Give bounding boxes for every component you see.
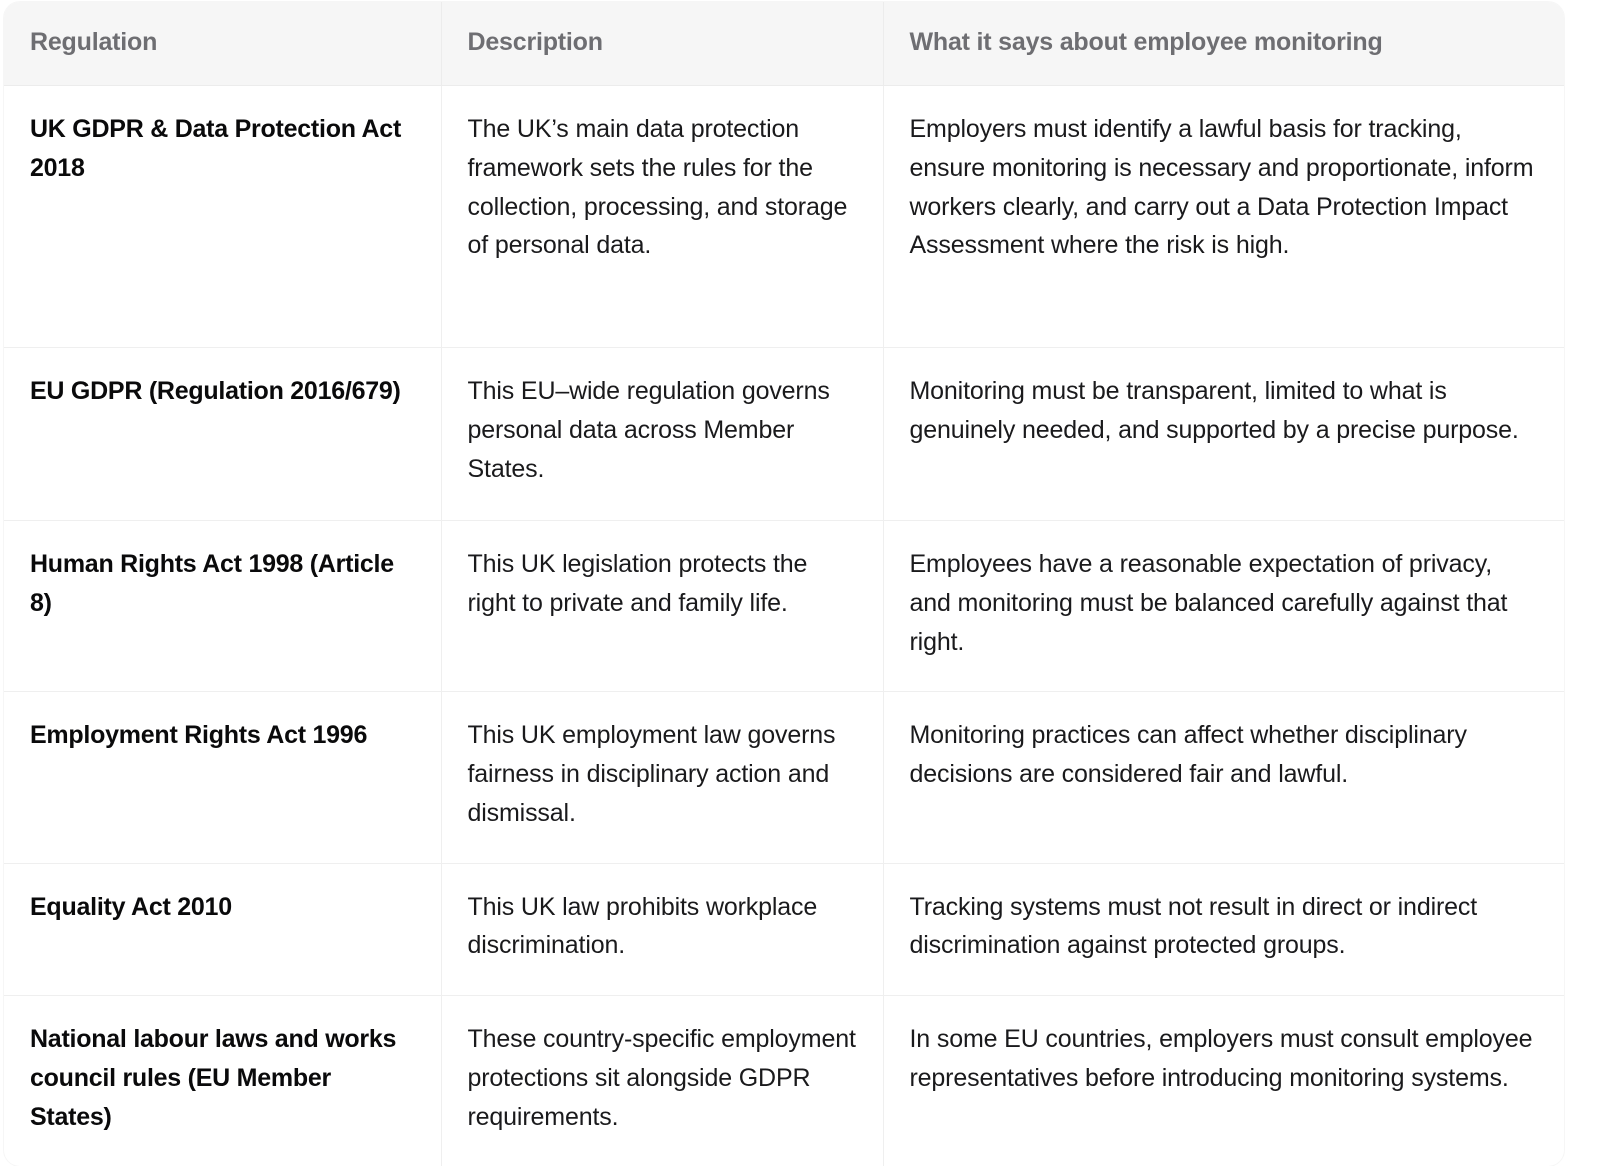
table-row — [4, 521, 1564, 692]
cell-description: This UK legislation protects the right to private and family life. — [441, 521, 883, 692]
cell-regulation: UK GDPR & Data Protection Act 2018 — [4, 86, 441, 348]
cell-description: This EU–wide regulation governs personal data across Member States. — [441, 348, 883, 521]
table-row — [4, 348, 1564, 521]
cell-monitoring: Employers must identify a lawful basis for tracking, ensure monitoring is necessary and proportionate, inform workers clearly, and carry out a Data Protection Impact Assessment where the risk is high. — [883, 86, 1564, 348]
regulations-table-container — [4, 2, 1564, 1166]
cell-monitoring: Tracking systems must not result in direct or indirect discrimination against protected groups. — [883, 863, 1564, 996]
cell-monitoring: In some EU countries, employers must consult employee representatives before introducing monitoring systems. — [883, 996, 1564, 1166]
cell-monitoring: Employees have a reasonable expectation of privacy, and monitoring must be balanced carefully against that right. — [883, 521, 1564, 692]
cell-regulation: Equality Act 2010 — [4, 863, 441, 996]
cell-regulation: Human Rights Act 1998 (Article 8) — [4, 521, 441, 692]
cell-description: This UK employment law governs fairness in disciplinary action and dismissal. — [441, 692, 883, 863]
table-header-row — [4, 2, 1564, 86]
column-header-monitoring: What it says about employee monitoring — [883, 2, 1564, 86]
cell-description: This UK law prohibits workplace discrimination. — [441, 863, 883, 996]
table-body — [4, 86, 1564, 1166]
table-row — [4, 996, 1564, 1166]
cell-regulation: EU GDPR (Regulation 2016/679) — [4, 348, 441, 521]
table-row — [4, 863, 1564, 996]
cell-regulation: National labour laws and works council rules (EU Member States) — [4, 996, 441, 1166]
table-row — [4, 692, 1564, 863]
column-header-description: Description — [441, 2, 883, 86]
cell-description: These country-specific employment protections sit alongside GDPR requirements. — [441, 996, 883, 1166]
cell-description: The UK’s main data protection framework sets the rules for the collection, processing, and storage of personal data. — [441, 86, 883, 348]
cell-monitoring: Monitoring practices can affect whether disciplinary decisions are considered fair and lawful. — [883, 692, 1564, 863]
regulations-table — [4, 2, 1564, 1166]
table-row — [4, 86, 1564, 348]
table-header — [4, 2, 1564, 86]
cell-regulation: Employment Rights Act 1996 — [4, 692, 441, 863]
column-header-regulation: Regulation — [4, 2, 441, 86]
cell-monitoring: Monitoring must be transparent, limited to what is genuinely needed, and supported by a precise purpose. — [883, 348, 1564, 521]
